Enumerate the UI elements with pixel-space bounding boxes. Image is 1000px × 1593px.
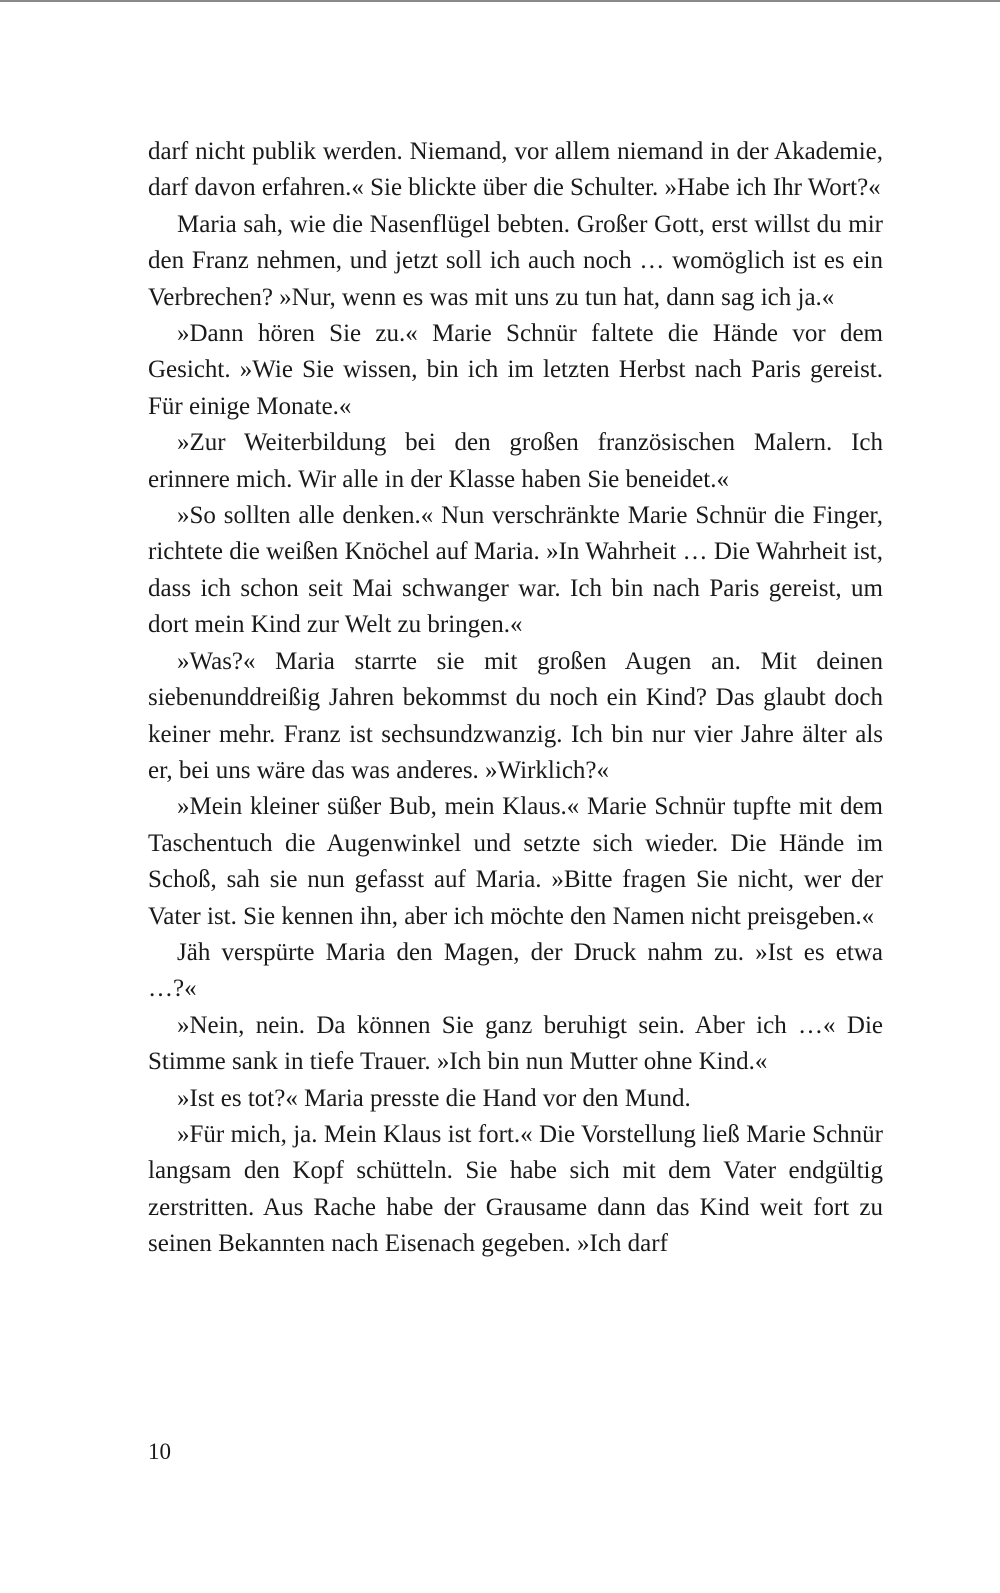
paragraph-4: »Zur Weiterbildung bei den großen französischen Malern. Ich erinnere mich. Wir alle in der Klasse haben Sie beneidet.« [148, 429, 883, 493]
paragraph-3: »Dann hören Sie zu.« Marie Schnür faltete die Hände vor dem Gesicht. »Wie Sie wissen, bin ich im letzten Herbst nach Paris gereist. Für einige Monate.« [148, 320, 883, 420]
paragraph-8: Jäh verspürte Maria den Magen, der Druck nahm zu. »Ist es etwa …?« [148, 938, 883, 1003]
paragraph-1: darf nicht publik werden. Niemand, vor allem niemand in der Akademie, darf davon erfahren.« Sie blickte über die Schulter. »Habe ich Ihr Wort?« [148, 138, 883, 202]
paragraph-7: »Mein kleiner süßer Bub, mein Klaus.« Marie Schnür tupfte mit dem Taschentuch die Augenwinkel und setzte sich wieder. Die Hände im Schoß, sah sie nun gefasst auf Maria. »Bitte fragen Sie nicht, wer der Vater ist. Sie kennen ihn, aber ich möchte den Namen nicht preisgeben.« [148, 793, 883, 930]
paragraph-6: »Was?« Maria starrte sie mit großen Augen an. Mit deinen siebenunddreißig Jahren bekommst du noch ein Kind? Das glaubt doch keiner mehr. Franz ist sechsundzwanzig. Ich bin nur vier Jahre älter als er, bei uns wäre das was anderes. »Wirklich?« [148, 647, 883, 784]
paragraph-10: »Ist es tot?« Maria presste die Hand vor den Mund. [177, 1084, 691, 1112]
paragraph-11: »Für mich, ja. Mein Klaus ist fort.« Die Vorstellung ließ Marie Schnür langsam den Kopf schütteln. Sie habe sich mit dem Vater endgültig zerstritten. Aus Rache habe der Grausame dann das Kind weit fort zu seinen Bekannten nach Eisenach gegeben. »Ich darf [148, 1120, 883, 1258]
paragraph-2: Maria sah, wie die Nasenflügel bebten. Großer Gott, erst willst du mir den Franz nehmen, und jetzt soll ich auch noch … womöglich ist es ein Verbrechen? »Nur, wenn es was mit uns zu tun hat, dann sag ich ja.« [148, 210, 883, 311]
paragraph-5: »So sollten alle denken.« Nun verschränkte Marie Schnür die Finger, richtete die weißen Knöchel auf Maria. »In Wahrheit … Die Wahrheit ist, dass ich schon seit Mai schwanger war. Ich bin nach Paris gereist, um dort mein Kind zur Welt zu bringen.« [148, 502, 883, 639]
top-border-line [0, 0, 1000, 2]
body-text [148, 134, 883, 1263]
paragraph-9: »Nein, nein. Da können Sie ganz beruhigt sein. Aber ich …« Die Stimme sank in tiefe Trauer. »Ich bin nun Mutter ohne Kind.« [148, 1011, 883, 1076]
page-number: 10 [148, 1439, 171, 1464]
